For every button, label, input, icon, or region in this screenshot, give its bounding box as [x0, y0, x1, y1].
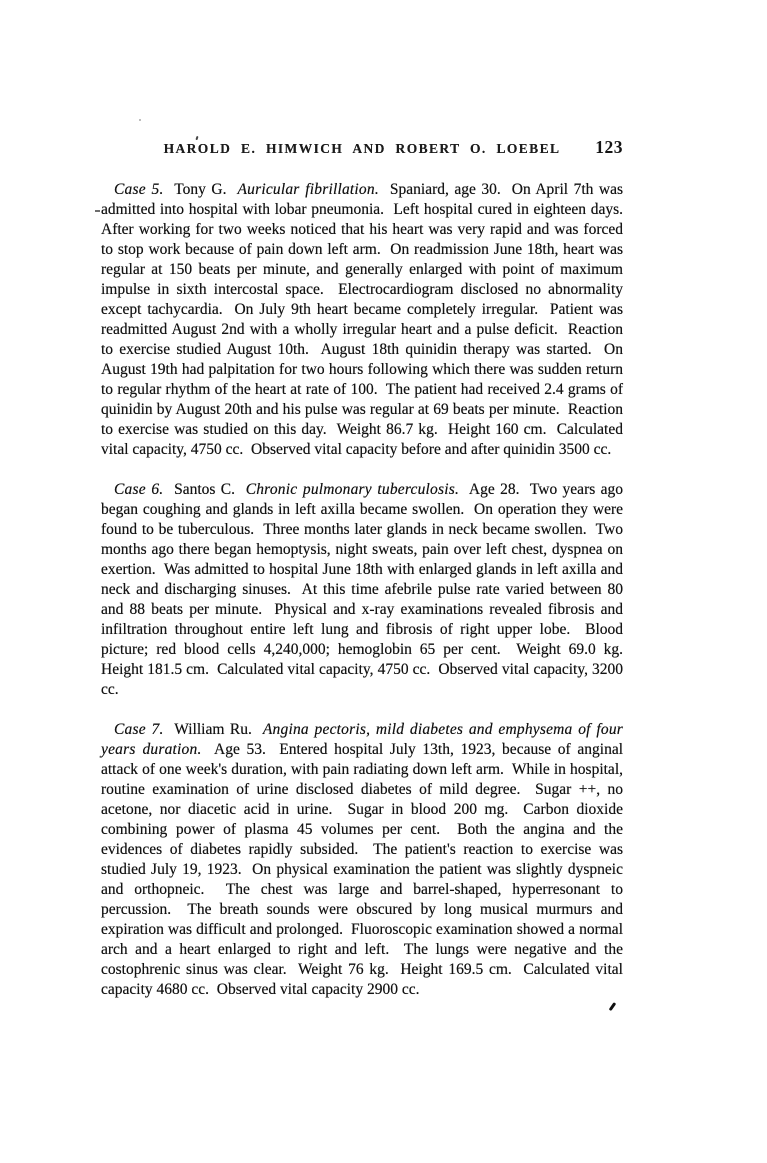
case-reports-text: [101, 180, 631, 1000]
case-6-paragraph: Case 6. Santos C. Chronic pulmonary tuberculosis. Age 28. Two years ago began coughing and glands in left axilla became swollen. On operation they were found to be tuberculous. Three months later glands in neck became swollen. Two months ago there began hemoptysis, night sweats, pain over left chest, dyspnea on exertion. Was admitted to hospital June 18th with enlarged glands in left axilla and neck and discharging sinuses. At this time afebrile pulse rate varied between 80 and 88 beats per minute. Physical and x-ray examinations revealed fibrosis and infiltration throughout entire left lung and fibrosis of right upper lobe. Blood picture; red blood cells 4,240,000; hemoglobin 65 per cent. Weight 69.0 kg. Height 181.5 cm. Calculated vital capacity, 4750 cc. Observed vital capacity, 3200 cc.: [101, 481, 631, 698]
scan-speck: [609, 1002, 616, 1011]
running-head-authors: HAROLD E. HIMWICH AND ROBERT O. LOEBEL: [163, 141, 561, 156]
scan-speck: [195, 136, 198, 140]
page-number: 123: [595, 137, 623, 157]
case-5-paragraph: Case 5. Tony G. Auricular fibrillation. Spaniard, age 30. On April 7th was admitted into hospital with lobar pneumonia. Left hospital cured in eighteen days. After working for two weeks noticed that his heart was very rapid and was forced to stop work because of pain down left arm. On readmission June 18th, heart was regular at 150 beats per minute, and generally enlarged with point of maximum impulse in sixth intercostal space. Electrocardiogram disclosed no abnormality except tachycardia. On July 9th heart became completely irregular. Patient was readmitted August 2nd with a wholly irregular heart and a pulse deficit. Reaction to exercise studied August 10th. August 18th quinidin therapy was started. On August 19th had palpitation for two hours following which there was sudden return to regular rhythm of the heart at rate of 100. The patient had received 2.4 grams of quinidin by August 20th and his pulse was regular at 69 beats per minute. Reaction to exercise was studied on this day. Weight 86.7 kg. Height 160 cm. Calculated vital capacity, 4750 cc. Observed vital capacity before and after quinidin 3500 cc.: [101, 181, 631, 458]
case-7-paragraph: Case 7. William Ru. Angina pectoris, mild diabetes and emphysema of four years duration. Age 53. Entered hospital July 13th, 1923, because of anginal attack of one week's duration, with pain radiating down left arm. While in hospital, routine examination of urine disclosed diabetes of mild degree. Sugar ++, no acetone, nor diacetic acid in urine. Sugar in blood 200 mg. Carbon dioxide combining power of plasma 45 volumes per cent. Both the angina and the evidences of diabetes rapidly subsided. The patient's reaction to exercise was studied July 19, 1923. On physical examination the patient was slightly dyspneic and orthopneic. The chest was large and barrel-shaped, hyperresonant to percussion. The breath sounds were obscured by long musical murmurs and expiration was difficult and prolonged. Fluoroscopic examination showed a normal arch and a heart enlarged to right and left. The lungs were negative and the costophrenic sinus was clear. Weight 76 kg. Height 169.5 cm. Calculated vital capacity 4680 cc. Observed vital capacity 2900 cc.: [101, 721, 628, 998]
scan-speck: [139, 119, 141, 121]
page-header: [101, 137, 623, 163]
scan-speck: [95, 210, 100, 212]
